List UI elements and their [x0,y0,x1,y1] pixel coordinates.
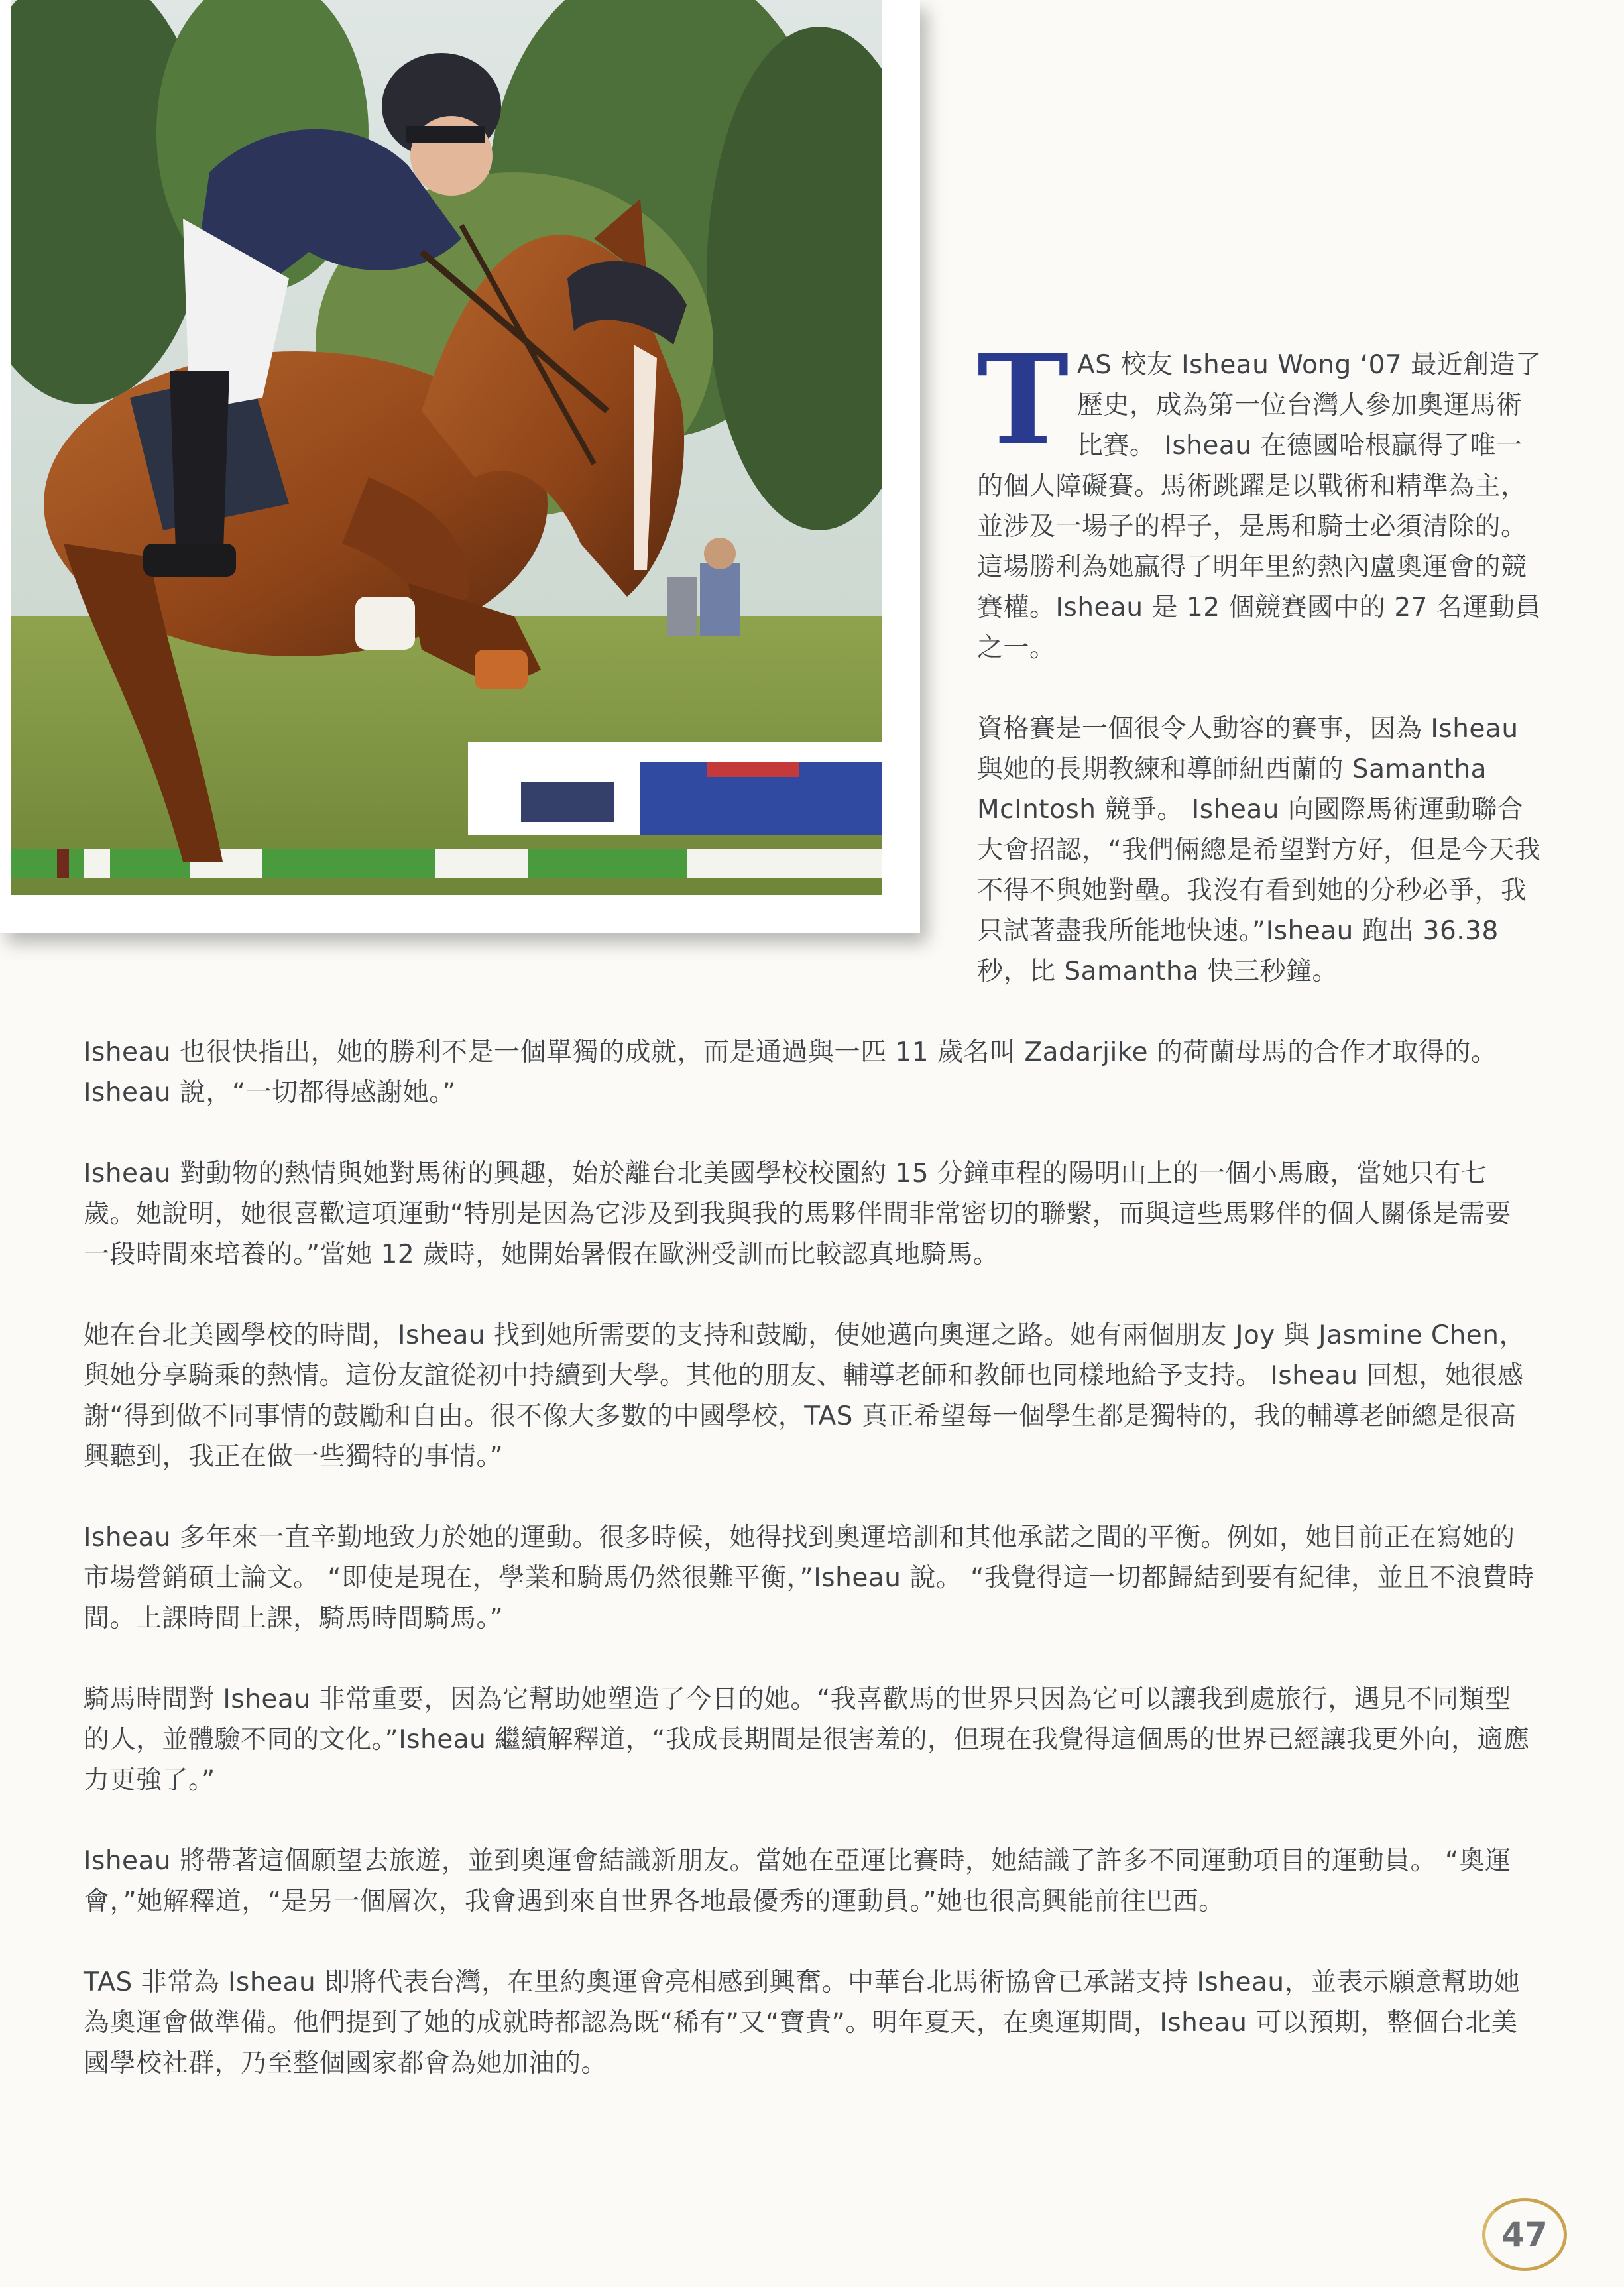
intro-paragraph-2: 資格賽是一個很令人動容的賽事，因為 Isheau 與她的長期教練和導師紐西蘭的 Samantha McIntosh 競爭。 Isheau 向國際馬術運動聯合大會招認，“我們倆總是希望對方好，但是今天我不得不與她對壘。我沒有看到她的分秒必爭，我只試著盡我所能地快速。”Isheau 跑出 36.38 秒，比 Samantha 快三秒鐘。 [977,714,1541,986]
article-body [84,1032,1535,2124]
intro-paragraph-1-text: AS 校友 Isheau Wong ‘07 最近創造了歷史，成為第一位台灣人參加奧運馬術比賽。 Isheau 在德國哈根贏得了唯一的個人障礙賽。馬術跳躍是以戰術和精準為主，並涉及一場子的桿子，是馬和騎士必須清除的。這場勝利為她贏得了明年里約熱內盧奧運會的競賽權。Isheau 是 12 個競賽國中的 27 名運動員之一。 [977,350,1542,663]
intro-paragraph-1 [977,327,1544,668]
body-paragraph-6: Isheau 將帶著這個願望去旅遊，並到奧運會結識新朋友。當她在亞運比賽時，她結識了許多不同運動項目的運動員。 “奧運會，”她解釋道，“是另一個層次，我會遇到來自世界各地最優秀的運動員。”她也很高興能前往巴西。 [84,1846,1511,1916]
body-paragraph-5: 騎馬時間對 Isheau 非常重要，因為它幫助她塑造了今日的她。“我喜歡馬的世界只因為它可以讓我到處旅行，遇見不同類型的人，並體驗不同的文化。”Isheau 繼續解釋道，“我成長期間是很害羞的，但現在我覺得這個馬的世界已經讓我更外向，適應力更強了。” [84,1684,1530,1795]
intro-column [977,327,1544,1032]
body-paragraph-1: Isheau 也很快指出，她的勝利不是一個單獨的成就，而是通過與一匹 11 歲名叫 Zadarjike 的荷蘭母馬的合作才取得的。Isheau 說，“一切都得感謝她。” [84,1037,1497,1108]
equestrian-jump-photo [11,0,882,895]
body-paragraph-7: TAS 非常為 Isheau 即將代表台灣，在里約奧運會亮相感到興奮。中華台北馬術協會已承諾支持 Isheau，並表示願意幫助她為奧運會做準備。他們提到了她的成就時都認為既“稀有”又“寶貴”。明年夏天，在奧運期間，Isheau 可以預期，整個台北美國學校社群，乃至整個國家都會為她加油的。 [84,1967,1521,2078]
body-paragraph-3: 她在台北美國學校的時間，Isheau 找到她所需要的支持和鼓勵，使她邁向奧運之路。她有兩個朋友 Joy 與 Jasmine Chen，與她分享騎乘的熱情。這份友誼從初中持續到大學。其他的朋友、輔導老師和教師也同樣地給予支持。 Isheau 回想，她很感謝“得到做不同事情的鼓勵和自由。很不像大多數的中國學校，TAS 真正希望每一個學生都是獨特的，我的輔導老師總是很高興聽到，我正在做一些獨特的事情。” [84,1320,1525,1472]
page-number: 47 [1501,2215,1548,2254]
page-number-badge [1482,2198,1567,2271]
photo-frame [0,0,920,933]
body-paragraph-4: Isheau 多年來一直辛勤地致力於她的運動。很多時候，她得找到奧運培訓和其他承諾之間的平衡。例如，她目前正在寫她的市場營銷碩士論文。 “即使是現在，學業和騎馬仍然很難平衡，”Isheau 說。 “我覺得這一切都歸結到要有紀律，並且不浪費時間。上課時間上課，騎馬時間騎馬。” [84,1523,1535,1633]
drop-cap: T [977,327,1069,472]
body-paragraph-2: Isheau 對動物的熱情與她對馬術的興趣，始於離台北美國學校校園約 15 分鐘車程的陽明山上的一個小馬廄，當她只有七歲。她說明，她很喜歡這項運動“特別是因為它涉及到我與我的馬夥伴間非常密切的聯繫，而與這些馬夥伴的個人關係是需要一段時間來培養的。”當她 12 歲時，她開始暑假在歐洲受訓而比較認真地騎馬。 [84,1159,1511,1269]
